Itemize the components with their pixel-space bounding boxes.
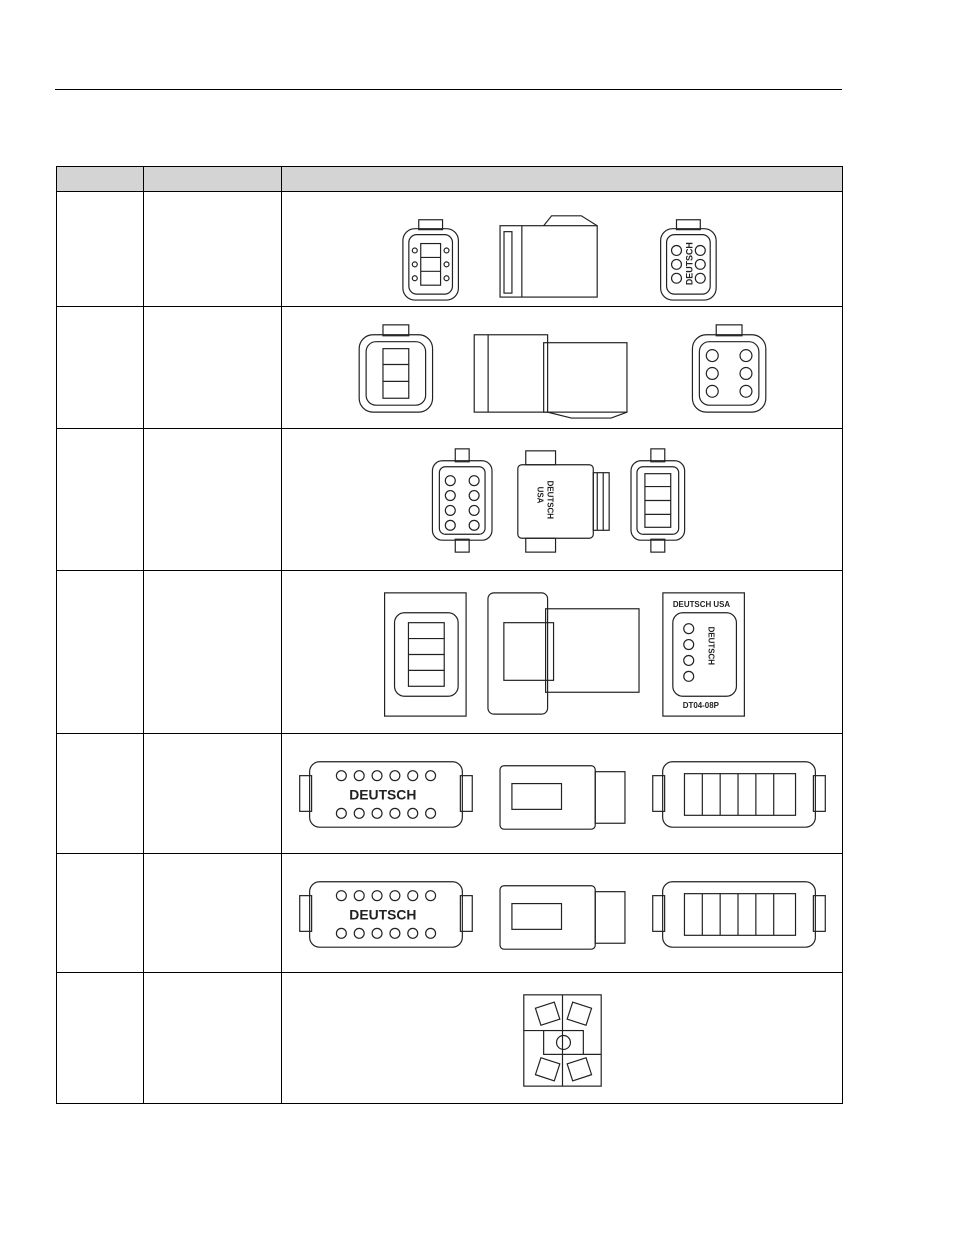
header-col-1 — [57, 167, 144, 192]
dt-12-pin-connector-views — [282, 734, 842, 853]
side-view — [474, 335, 627, 418]
rear-view — [663, 593, 744, 716]
row-cell-1 — [57, 973, 144, 1104]
front-view — [359, 325, 432, 412]
table-header-row — [57, 167, 843, 192]
table-row — [57, 973, 843, 1104]
row-figure-cell — [282, 192, 843, 307]
row-cell-2 — [144, 734, 282, 854]
table-row — [57, 307, 843, 429]
brand-label: DEUTSCH — [349, 786, 417, 803]
rear-view — [661, 220, 717, 300]
row-figure-cell — [282, 429, 843, 571]
dt-6-pin-connector-views — [282, 192, 842, 306]
table-row — [57, 854, 843, 973]
connector-end-view — [282, 973, 842, 1103]
brand-label: DEUTSCH — [349, 906, 417, 923]
row-cell-1 — [57, 429, 144, 571]
row-figure-cell — [282, 734, 843, 854]
dt-8-pin-connector-views — [282, 429, 842, 570]
front-view — [300, 882, 473, 947]
rear-view — [631, 449, 685, 552]
brand-label-top: DEUTSCH USA — [672, 599, 731, 609]
rear-view — [653, 762, 826, 827]
header-col-2 — [144, 167, 282, 192]
front-view — [300, 762, 473, 827]
side-view — [500, 766, 625, 829]
rear-view — [692, 325, 765, 412]
dt-6-pin-large-connector-views — [282, 307, 842, 428]
row-cell-2 — [144, 307, 282, 429]
side-view — [488, 593, 639, 714]
row-cell-2 — [144, 429, 282, 571]
side-view — [500, 886, 625, 949]
row-cell-2 — [144, 192, 282, 307]
row-figure-cell — [282, 973, 843, 1104]
table-row — [57, 571, 843, 734]
brand-label: DEUTSCH — [545, 480, 555, 520]
brand-label: DEUTSCH — [684, 242, 695, 286]
dt-8-pin-large-connector-views — [282, 571, 842, 733]
brand-sublabel: USA — [535, 486, 545, 504]
table-row — [57, 429, 843, 571]
side-view — [500, 216, 597, 297]
row-figure-cell — [282, 854, 843, 973]
header-col-3 — [282, 167, 843, 192]
row-figure-cell — [282, 571, 843, 734]
front-view — [385, 593, 466, 716]
row-cell-2 — [144, 973, 282, 1104]
front-view — [403, 220, 459, 300]
front-view — [432, 449, 492, 552]
part-number-label: DT04-08P — [682, 701, 719, 711]
row-figure-cell — [282, 307, 843, 429]
rear-view — [653, 882, 826, 947]
row-cell-2 — [144, 571, 282, 734]
table-row — [57, 192, 843, 307]
row-cell-1 — [57, 734, 144, 854]
row-cell-1 — [57, 307, 144, 429]
row-cell-1 — [57, 571, 144, 734]
row-cell-1 — [57, 192, 144, 307]
row-cell-2 — [144, 854, 282, 973]
brand-label: DEUTSCH — [706, 626, 716, 666]
side-view — [518, 451, 609, 552]
table-row — [57, 734, 843, 854]
dt-12-pin-alt-connector-views — [282, 854, 842, 972]
row-cell-1 — [57, 854, 144, 973]
connector-table — [56, 166, 843, 1104]
top-rule — [55, 89, 842, 90]
